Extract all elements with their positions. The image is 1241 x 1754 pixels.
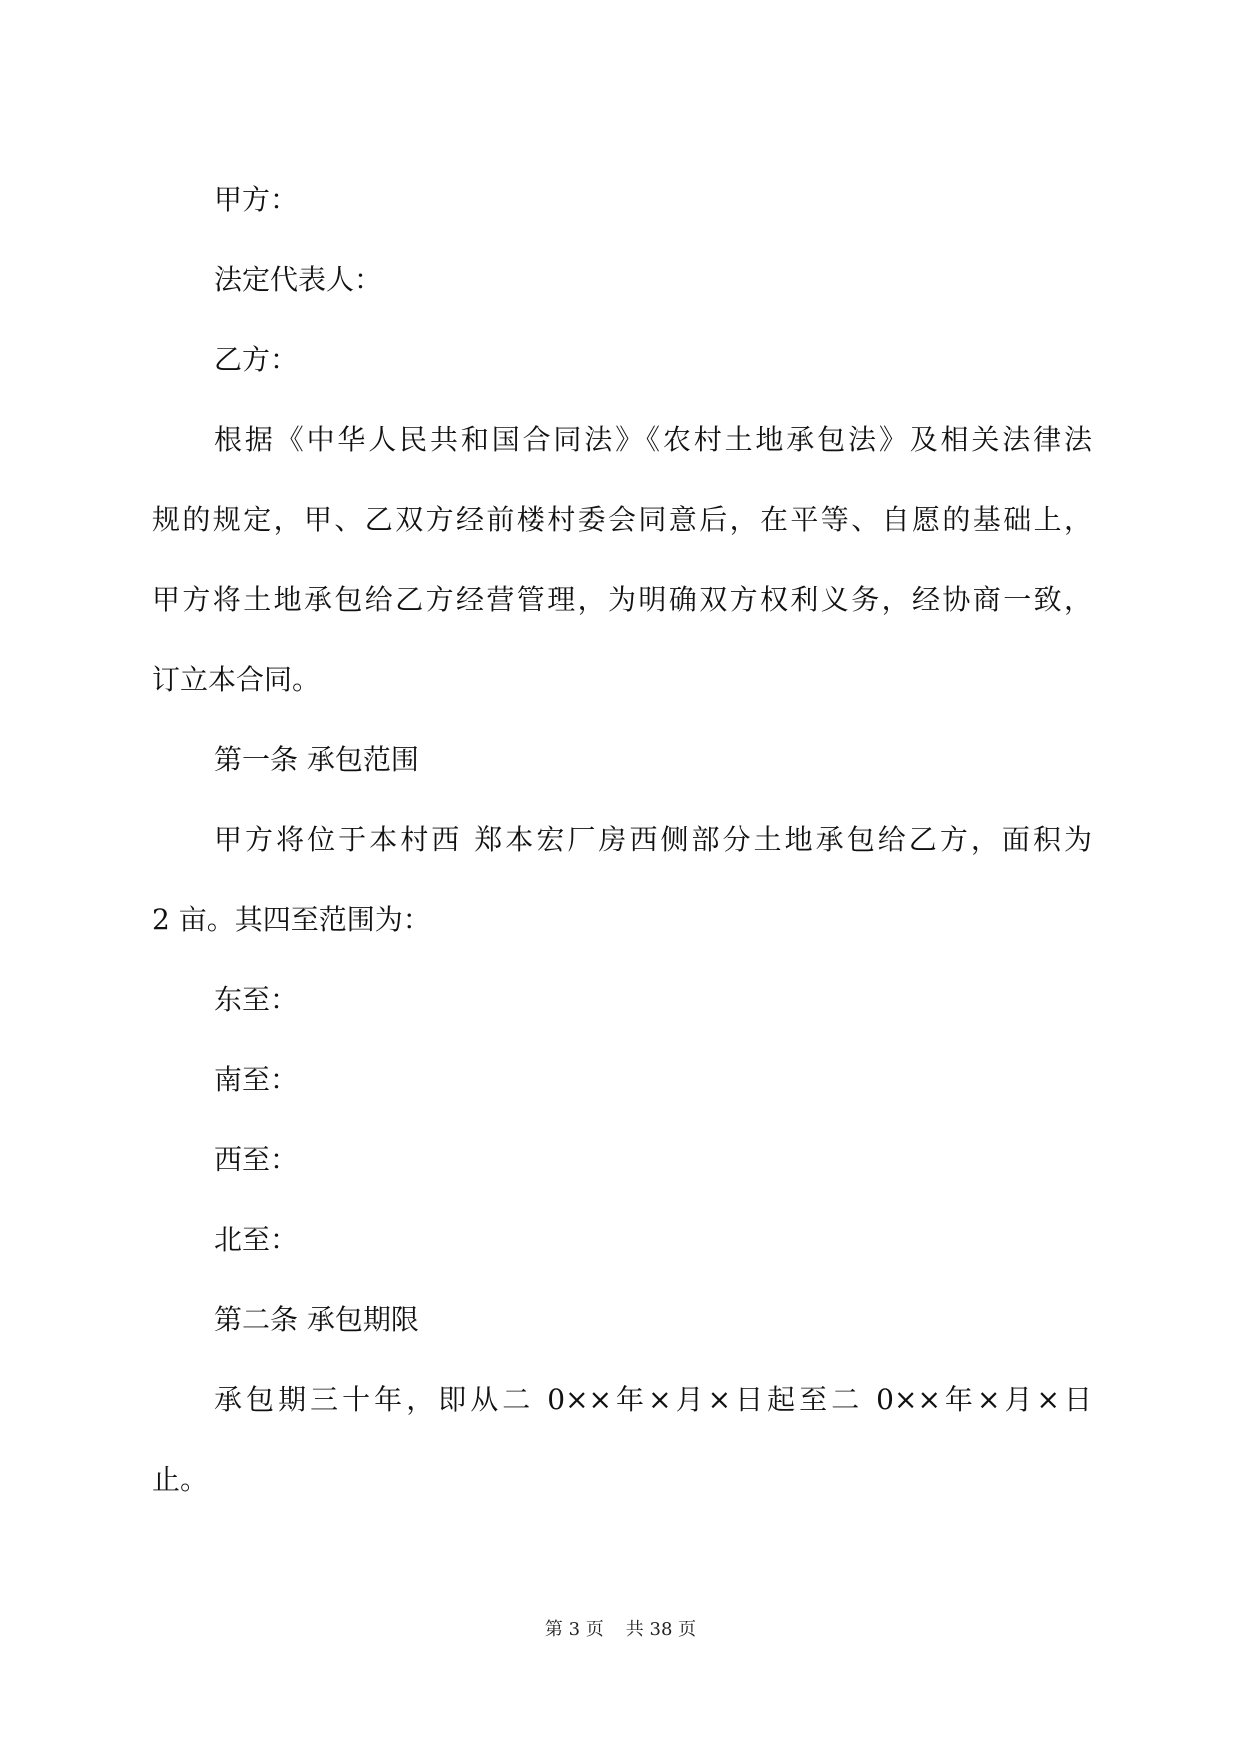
contract-body bbox=[152, 160, 1092, 1520]
page-number: 第 3 页 bbox=[544, 1619, 604, 1640]
article-2-text-line-2: 止。 bbox=[152, 1463, 209, 1496]
west-boundary: 西至： bbox=[214, 1143, 299, 1176]
article-1-heading: 第一条 承包范围 bbox=[214, 743, 419, 776]
legal-representative-label: 法定代表人： bbox=[214, 263, 383, 296]
north-boundary: 北至： bbox=[214, 1223, 299, 1256]
page-total: 共 38 页 bbox=[625, 1619, 697, 1640]
party-a-label: 甲方： bbox=[214, 183, 299, 216]
article-2-heading: 第二条 承包期限 bbox=[214, 1303, 419, 1336]
preamble-line-2: 规的规定，甲、乙双方经前楼村委会同意后，在平等、自愿的基础上， bbox=[152, 503, 1092, 536]
preamble-line-4: 订立本合同。 bbox=[152, 663, 321, 696]
preamble-line-1: 根据《中华人民共和国合同法》《农村土地承包法》及相关法律法 bbox=[214, 423, 1092, 456]
page-footer bbox=[0, 1615, 1241, 1641]
article-2-text-line-1: 承包期三十年，即从二 0××年×月×日起至二 0××年×月×日 bbox=[214, 1383, 1092, 1416]
south-boundary: 南至： bbox=[214, 1063, 299, 1096]
preamble-line-3: 甲方将土地承包给乙方经营管理，为明确双方权利义务，经协商一致， bbox=[152, 583, 1092, 616]
east-boundary: 东至： bbox=[214, 983, 299, 1016]
article-1-text-line-1: 甲方将位于本村西 郑本宏厂房西侧部分土地承包给乙方，面积为 bbox=[214, 823, 1092, 856]
article-1-text-line-2: 2 亩。其四至范围为： bbox=[152, 903, 431, 936]
party-b-label: 乙方： bbox=[214, 343, 299, 376]
